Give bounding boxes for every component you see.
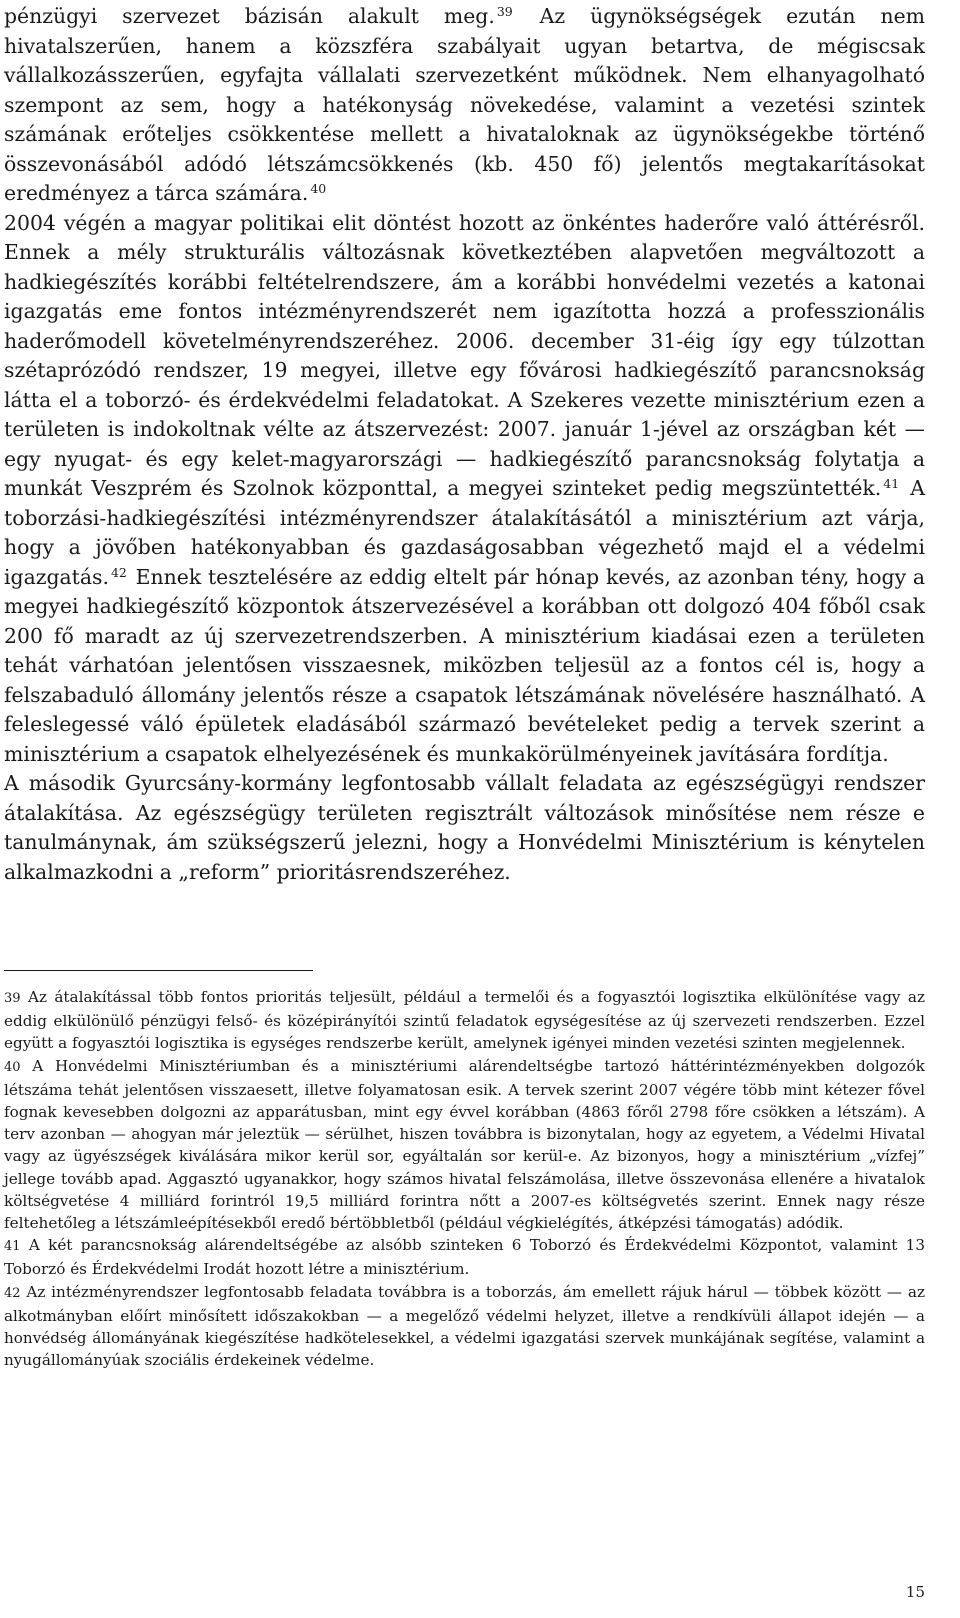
body-text: 2004 végén a magyar politikai elit döntést hozott az önkéntes haderőre való áttérésről. Ennek a mély strukturális változásnak következtében alapvetően megváltozott a hadkiegészítés korábbi feltételrendszere, ám a korábbi honvédelmi vezetés a katonai igazgatás eme fontos intézményrendszerét nem igazította hozzá a professzionális haderőmodell követelményrendszeréhez. 2006. december 31-éig így egy túlzottan szétaprózódó rendszer, 19 megyei, illetve egy fővárosi hadkiegészítő parancsnokság látta el a toborzó- és érdekvédelmi feladatokat. A Szekeres vezette minisztérium ezen a területen is indokoltnak vélte az átszervezést: 2007. január 1-jével az országban két — egy nyugat- és egy kelet-magyarországi — hadkiegészítő parancsnokság folytatja a munkát Veszprém és Szolnok központtal, a megyei szinteket pedig megszüntették.: [4, 210, 925, 500]
footnote-number: 39: [4, 991, 21, 1006]
footnote-41: [4, 1234, 925, 1280]
footnote-ref-40[interactable]: 40: [310, 181, 327, 196]
body-text: Az ügynökségségek ezután nem hivatalszerűen, hanem a közszféra szabályait ugyan betartva, de mégiscsak vállalkozásszerűen, egyfajta vállalati szervezetként működnek. Nem elhanyagolható szempont az sem, hogy a hatékonyság növekedése, valamint a vezetési szintek számának erőteljes csökkentése mellett a hivataloknak az ügynökségekbe történő összevonásából adódó létszámcsökkenés (kb. 450 fő) jelentős megtakarításokat eredményez a tárca számára.: [4, 4, 926, 205]
body-text: A második Gyurcsány-kormány legfontosabb vállalt feladata az egészségügyi rendszer átalakítása. Az egészségügy területen regisztrált változások minősítése nem része e tanulmánynak, ám szükségszerű jelezni, hogy a Honvédelmi Minisztérium is kénytelen alkalmazkodni a „reform” prioritásrendszeréhez.: [4, 771, 925, 884]
footnote-text: A két parancsnokság alárendeltségébe az alsóbb szinteken 6 Toborzó és Érdekvédelmi Központot, valamint 13 Toborzó és Érdekvédelmi Irodát hozott létre a minisztérium.: [4, 1236, 925, 1279]
footnotes: [4, 986, 925, 1371]
footnote-number: 42: [4, 1285, 21, 1301]
body-paragraph-1: [4, 2, 925, 209]
body-text: pénzügyi szervezet bázisán alakult meg.: [4, 4, 495, 28]
footnote-number: 40: [4, 1059, 21, 1075]
document-page: [4, 0, 925, 1618]
footnote-ref-42[interactable]: 42: [110, 564, 127, 580]
main-text: [4, 2, 925, 887]
footnote-text: A Honvédelmi Minisztériumban és a minisztériumi alárendeltségbe tartozó háttérintézményekben dolgozók létszáma tehát jelentősen visszaesett, illetve folyamatosan esik. A tervek szerint 2007 végére több mint kétezer fővel fognak kevesebben dolgozni az apparátusban, mint egy évvel korábban (4863 főről 2798 főre csökken a létszám). A terv azonban — ahogyan már jeleztük — sérülhet, hiszen továbbra is bizonytalan, hogy az egyetem, a Védelmi Hivatal vagy az ügyészségek kiválására mikor kerül sor, egyáltalán sor kerül-e. Az bizonyos, hogy a minisztérium „vízfej” jellege tovább apad. Aggasztó ugyanakkor, hogy számos hivatal felszámolása, illetve összevonása ellenére a hivatalok költségvetése 4 milliárd forintról 19,5 milliárd forintra nőtt a 2007-es költségvetés szerint. Ennek nagy része feltehetőleg a létszámleépítésekből eredő bértöbbletből (például végkielégítés, átképzési támogatás) adódik.: [4, 1056, 925, 1233]
page-number: 15: [905, 1583, 925, 1601]
footnote-39: [4, 986, 925, 1055]
footnote-ref-41[interactable]: 41: [883, 476, 900, 491]
footnote-text: Az átalakítással több fontos prioritás teljesült, például a termelői és a fogyasztói logisztika elkülönítése vagy az eddig elkülönülő pénzügyi felső- és középirányítói szintű feladatok egységesítése az új szervezeti rendszerben. Ezzel együtt a fogyasztói logisztika is egységes rendszerbe került, amelynek igényei minden vezetési szinten megjelennek.: [4, 988, 925, 1053]
footnote-40: [4, 1055, 925, 1235]
body-paragraph-2: [4, 209, 925, 770]
body-paragraph-3: [4, 769, 925, 887]
body-text: A toborzási-hadkiegészítési intézményrendszer átalakításától a minisztérium azt várja, hogy a jövőben hatékonyabban és gazdaságosabban végezhető majd el a védelmi igazgatás.: [4, 476, 925, 589]
footnote-number: 41: [4, 1239, 21, 1255]
body-text: Ennek tesztelésére az eddig eltelt pár hónap kevés, az azonban tény, hogy a megyei hadkiegészítő központok átszervezésével a korábban ott dolgozó 404 főből csak 200 fő maradt az új szervezetrendszerben. A minisztérium kiadásai ezen a területen tehát várhatóan jelentősen visszaesnek, miközben teljesül az a fontos cél is, hogy a felszabaduló állomány jelentős része a csapatok létszámának növelésére használható. A feleslegessé váló épületek eladásából származó bevételeket pedig a tervek szerint a minisztérium a csapatok elhelyezésének és munkakörülményeinek javítására fordítja.: [4, 564, 925, 766]
footnote-text: Az intézményrendszer legfontosabb feladata továbbra is a toborzás, ám emellett rájuk hárul — többek között — az alkotmányban előírt minősített időszakokban — a megelőző védelmi helyzet, illetve a rendkívüli állapot idején — a honvédség állományának kiegészítése hadkötelesekkel, a védelmi igazgatási szervek munkájának segítése, valamint a nyugállományúak szociális érdekeinek védelme.: [4, 1282, 925, 1370]
footnote-ref-39[interactable]: 39: [496, 4, 513, 19]
footnote-separator: [4, 970, 313, 971]
footnote-42: [4, 1281, 925, 1372]
